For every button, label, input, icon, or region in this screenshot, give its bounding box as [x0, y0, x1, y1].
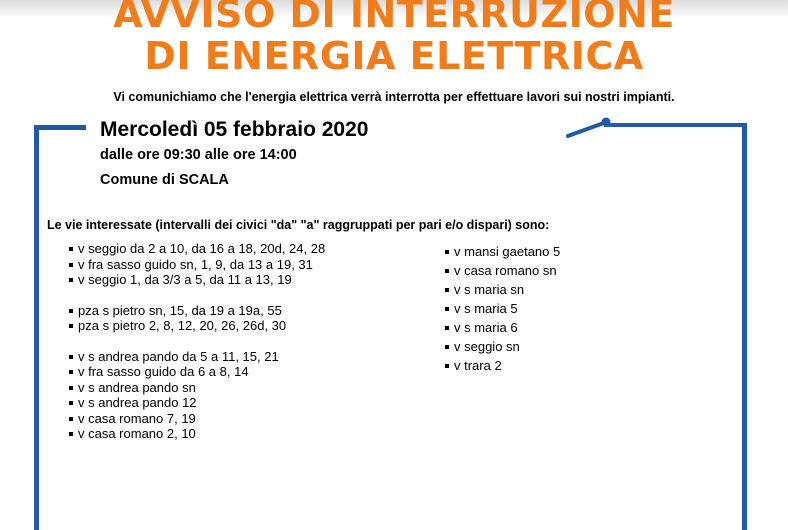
notice-title-line1: AVVISO DI INTERRUZIONE — [113, 0, 675, 36]
frame-top-left-border — [34, 125, 86, 130]
street-item: v trara 2 — [444, 356, 724, 375]
streets-list-right — [444, 242, 724, 375]
street-item: v s maria 6 — [444, 318, 724, 337]
street-item: pza s pietro sn, 15, da 19 a 19a, 55 — [68, 303, 368, 319]
street-item: v s andrea pando 12 — [68, 395, 368, 411]
street-item: v seggio sn — [444, 337, 724, 356]
street-item: v fra sasso guido sn, 1, 9, da 13 a 19, 31 — [68, 257, 368, 273]
outage-time: dalle ore 09:30 alle ore 14:00 — [100, 147, 297, 163]
street-item: v seggio da 2 a 10, da 16 a 18, 20d, 24, 28 — [68, 241, 368, 257]
street-item: v fra sasso guido da 6 a 8, 14 — [68, 364, 368, 380]
notice-intro: Vi comunichiamo che l'energia elettrica verrà interrotta per effettuare lavori sui nostri impianti. — [113, 90, 675, 104]
cable-plug-icon — [560, 112, 620, 142]
street-item: v casa romano sn — [444, 261, 724, 280]
street-item: v mansi gaetano 5 — [444, 242, 724, 261]
outage-date: Mercoledì 05 febbraio 2020 — [100, 118, 369, 141]
notice-title-line2: DI ENERGIA ELETTRICA — [144, 34, 644, 78]
frame-top-right-border — [604, 123, 747, 127]
street-item: v casa romano 2, 10 — [68, 426, 368, 442]
street-item: v casa romano 7, 19 — [68, 411, 368, 427]
outage-comune: Comune di SCALA — [100, 172, 229, 188]
street-item: v seggio 1, da 3/3 a 5, da 11 a 13, 19 — [68, 272, 368, 288]
street-item: v s maria 5 — [444, 299, 724, 318]
street-item: v s maria sn — [444, 280, 724, 299]
frame-left-border — [34, 125, 39, 530]
frame-right-border — [742, 123, 747, 530]
street-item: pza s pietro 2, 8, 12, 20, 26, 26d, 30 — [68, 318, 368, 334]
streets-list-left — [68, 241, 368, 442]
streets-heading: Le vie interessate (intervalli dei civici "da" "a" raggruppati per pari e/o dispari) sono: — [47, 218, 550, 232]
street-item: v s andrea pando da 5 a 11, 15, 21 — [68, 349, 368, 365]
street-item: v s andrea pando sn — [68, 380, 368, 396]
